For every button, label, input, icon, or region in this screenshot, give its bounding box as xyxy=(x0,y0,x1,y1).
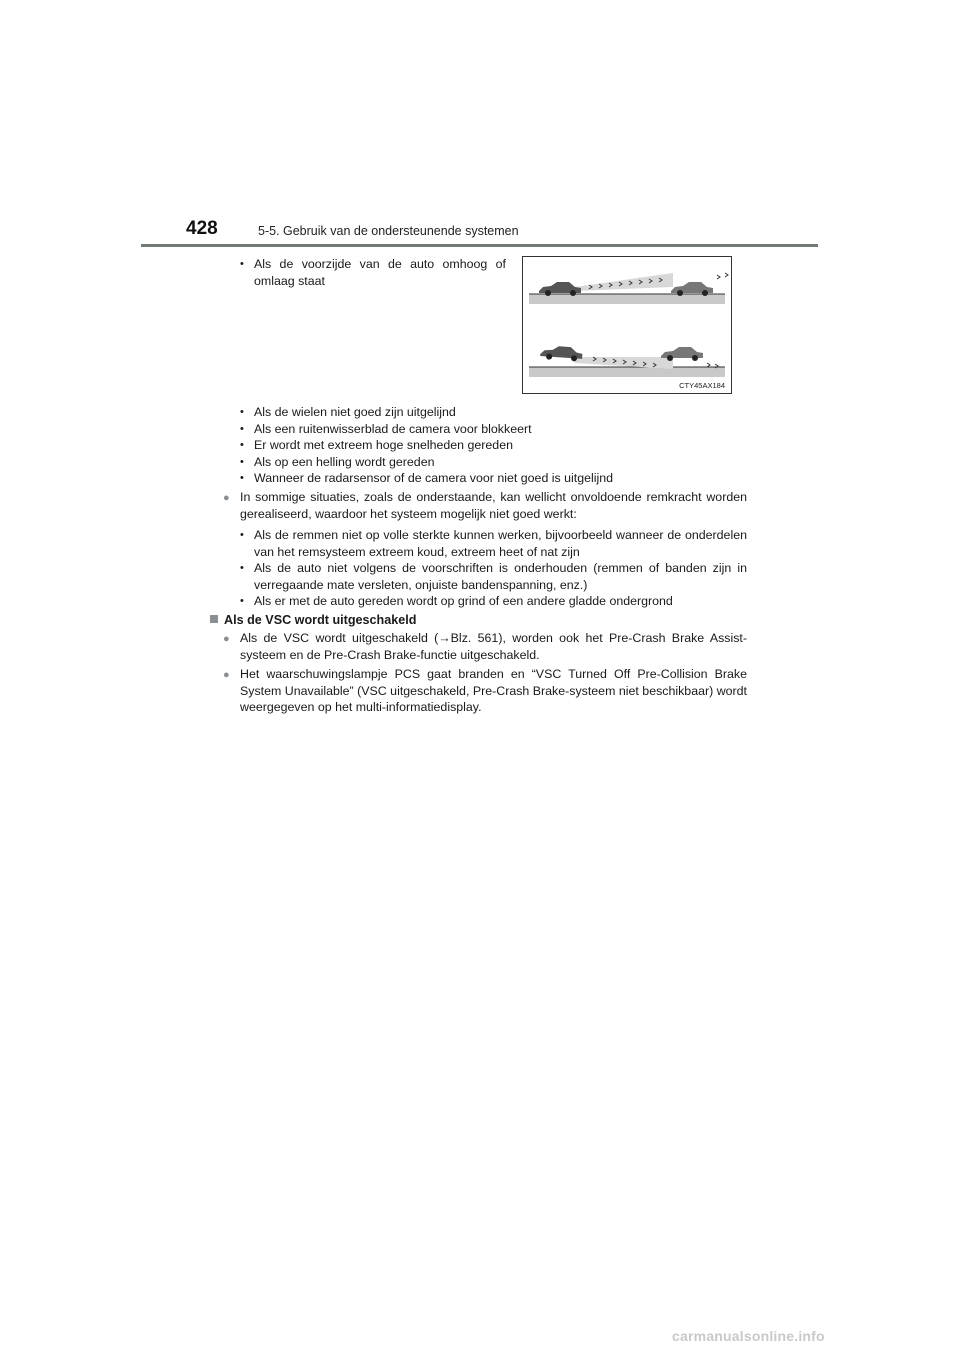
watermark: carmanualsonline.info xyxy=(672,1328,825,1344)
paragraph-1 xyxy=(223,489,747,522)
paragraph-text: ● In sommige situaties, zoals de onderstaande, kan wellicht onvoldoende remkracht worden gerealiseerd, waardoor het systeem mogelijk niet goed werkt: xyxy=(223,489,747,522)
paragraph-2 xyxy=(223,630,747,663)
square-bullet-icon xyxy=(210,615,218,623)
list-item: • Als de voorzijde van de auto omhoog of omlaag staat xyxy=(238,256,506,289)
road-surface-bottom xyxy=(529,367,725,377)
list-item: • Wanneer de radarsensor of de camera voor niet goed is uitgelijnd xyxy=(238,470,738,487)
car-icon xyxy=(661,347,703,361)
list-item: • Als de auto niet volgens de voorschriften is onderhouden (remmen of banden zijn in verregaande mate versleten, onjuiste bandenspanning, enz.) xyxy=(238,560,747,593)
section-title: 5-5. Gebruik van de ondersteunende systemen xyxy=(258,224,519,238)
list-bottom xyxy=(238,527,747,610)
list-item: • Er wordt met extreem hoge snelheden gereden xyxy=(238,437,738,454)
list-item: • Als er met de auto gereden wordt op grind of een andere gladde ondergrond xyxy=(238,593,747,610)
list-item: • Als de wielen niet goed zijn uitgelijnd xyxy=(238,404,738,421)
paragraph-3 xyxy=(223,666,747,716)
list-item: • Als de remmen niet op volle sterkte kunnen werken, bijvoorbeeld wanneer de onderdelen van het remsysteem extreem koud, extreem heet of nat zijn xyxy=(238,527,747,560)
figure-code: CTY45AX184 xyxy=(679,381,725,390)
paragraph-text: ● Als de VSC wordt uitgeschakeld (→Blz. 561), worden ook het Pre-Crash Brake Assist-systeem en de Pre-Crash Brake-functie uitgeschakeld. xyxy=(223,630,747,663)
illustration-svg xyxy=(523,257,731,393)
list-item: • Als op een helling wordt gereden xyxy=(238,454,738,471)
car-icon xyxy=(540,345,583,362)
road-surface-top xyxy=(529,294,725,304)
header-rule xyxy=(141,244,818,247)
section-heading xyxy=(210,613,416,627)
paragraph-text: ● Het waarschuwingslampje PCS gaat branden en “VSC Turned Off Pre-Collision Brake System Unavailable” (VSC uitgeschakeld, Pre-Crash Brake-systeem niet beschikbaar) wordt weergegeven op het multi-informatiedisplay. xyxy=(223,666,747,716)
page-number: 428 xyxy=(186,218,218,239)
list-top xyxy=(238,256,506,289)
list-mid xyxy=(238,404,738,487)
car-pitch-illustration xyxy=(522,256,732,394)
section-heading-text: Als de VSC wordt uitgeschakeld xyxy=(224,613,417,627)
list-item: • Als een ruitenwisserblad de camera voor blokkeert xyxy=(238,421,738,438)
